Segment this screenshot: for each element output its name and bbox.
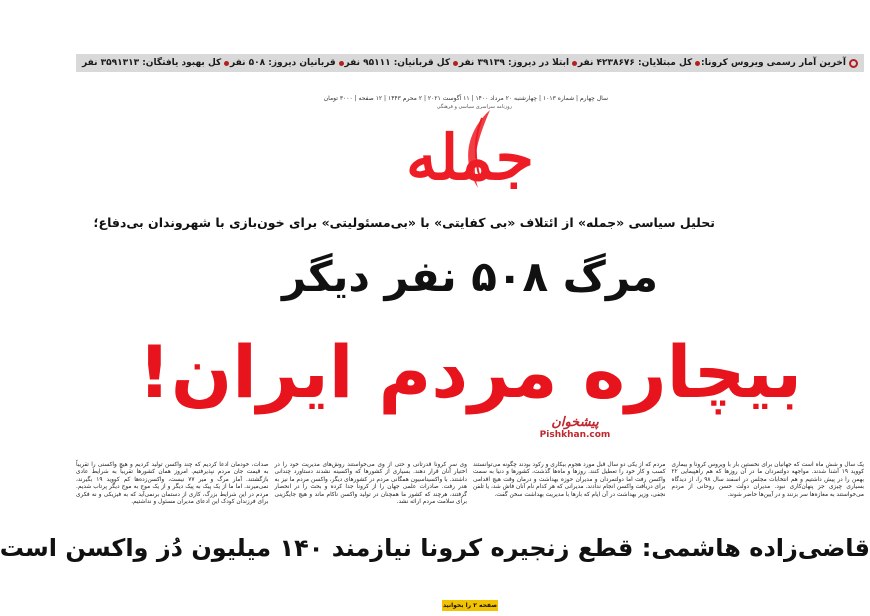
page-reference[interactable]: صفحه ۲ را بخوانید xyxy=(442,602,498,609)
corona-stats-bar xyxy=(76,54,864,72)
newspaper-tagline: روزنامه سراسری سیاسی و فرهنگی xyxy=(436,104,512,110)
main-headline: بیچاره مردم ایران! xyxy=(138,330,802,414)
stat-new-cases: ابتلا در دیروز: ۳۹۱۳۹ نفر xyxy=(459,58,577,68)
stat-recovered: کل بهبود یافتگان: ۳۵۹۱۳۱۳ نفر xyxy=(82,58,229,68)
bullet-icon xyxy=(453,61,458,66)
article-column: یک سال و شش ماه است که جهانیان برای نخستین بار با ویروس کرونا و بیماری کووید ۱۹ آشنا شدند. مواجهه دولتمردان ما در آن روزها که هم راهپیمایی ۲۲ بهمن را در پیش داشتیم و هم انتخابات مجلس در اسفند سال ۹۸ را، از دیدگاه بسیاری چیزی جز پنهان‌کاری نبود. مدیران دولت حسن روحانی از مردم می‌خواستند به مغازه‌ها سر بزنند و در آیین‌ها حاضر شوند. xyxy=(671,462,864,498)
watermark-fa: پیشخوان xyxy=(551,415,599,430)
article-column: وی سر کرونا قدرتانی و حتی از وی می‌خواستند روش‌های مدیریت خود را در اختیار آنان قرار دهند. بسیاری از کشورها که واکسینه نشدند دستاورد چندانی داشتند. با واکسیناسیون همگانی مردم در کشورهای دیگر، واکسن مردم ما نیز به هدر رفت. صادرات علمی جهان را از کرونا جدا کرده و بحث را در انحصار گرفتند، هرچند که کشور ما همچنان در تولید واکسن ناکام ماند و هیچ جایگزینی برای سلامت مردم ارائه نشد. xyxy=(274,462,467,506)
pishkhan-watermark xyxy=(530,415,620,440)
stat-total-cases: کل مبتلایان: ۴۲۳۸۶۷۶ نفر xyxy=(578,58,700,68)
virus-icon xyxy=(849,59,858,68)
bullet-icon xyxy=(572,61,577,66)
article-column: صدات، خودمان ادعا کردیم که چند واکسن تولید کردیم و هیچ واکسنی را تقریباً به قیمت جان مردم نپذیرفتیم. امروز همان کشورها تقریباً به شرایط عادی بازگشتند. آمار مرگ و میر ۷۷ نیست، واکسن‌زده‌ها کم کووید ۱۹ بگیرند، نمی‌میرند. اما ما از یک پیک به پیک دیگر و از یک موج به موج دیگر پرتاب شدیم. مردم در این شرایط بزرگ، کاری از دستمان برنمی‌آید که به فیزیکی و نه فکری برای فرزندان کودک این ادعای مدیران مسئول و نداشتیم. xyxy=(76,462,269,506)
watermark-en: Pishkhan.com xyxy=(539,430,611,440)
newspaper-name: جمله xyxy=(406,121,534,194)
masthead-logo xyxy=(370,108,570,203)
article-columns xyxy=(76,462,864,522)
headline: مرگ ۵۰۸ نفر دیگر xyxy=(282,252,658,301)
bullet-icon xyxy=(695,61,700,66)
stat-new-deaths: قربانیان دیروز: ۵۰۸ نفر xyxy=(230,58,344,68)
subhead: تحلیل سیاسی «جمله» از ائتلاف «بی کفایتی» با «بی‌مسئولیتی» برای خون‌بازی با شهروندان بی‌دفاع؛ xyxy=(93,215,715,230)
bottom-headline: قاضی‌زاده هاشمی: قطع زنجیره کرونا نیازمند ۱۴۰ میلیون دُز واکسن است xyxy=(0,534,870,562)
bullet-icon xyxy=(224,61,229,66)
stat-total-deaths: کل قربانیان: ۹۵۱۱۱ نفر xyxy=(345,58,459,68)
issue-info: سال چهارم | شماره ۱۰۱۳ | چهارشنبه ۲۰ مرداد ۱۴۰۰ | ۱۱ آگوست ۲۰۲۱ | ۲ محرم ۱۴۴۳ | ۱۲ صفحه | ۳۰۰۰ تومان xyxy=(323,95,608,102)
stats-title: آخرین آمار رسمی ویروس کرونا: xyxy=(701,58,858,68)
article-column: مردم که از یکی دو سال قبل مورد هجوم بیکاری و رکود بودند چگونه می‌توانستند کسب و کار خود را تعطیل کنند. روزها و ماه‌ها گذشت، کشورها و دنیا به سمت واکسن رفت اما دولتمردان و مدیران حوزه بهداشت و درمان وقت هیچ اقدامی برای دریافت واکسن انجام ندادند. مدیرانی که هر کدام نام آنان فاش شد، یا تلفن نجفی، وزیر بهداشت در آن ایام که بارها با مدیریت بهداشت سخن گفت. xyxy=(473,462,666,498)
bullet-icon xyxy=(339,61,344,66)
